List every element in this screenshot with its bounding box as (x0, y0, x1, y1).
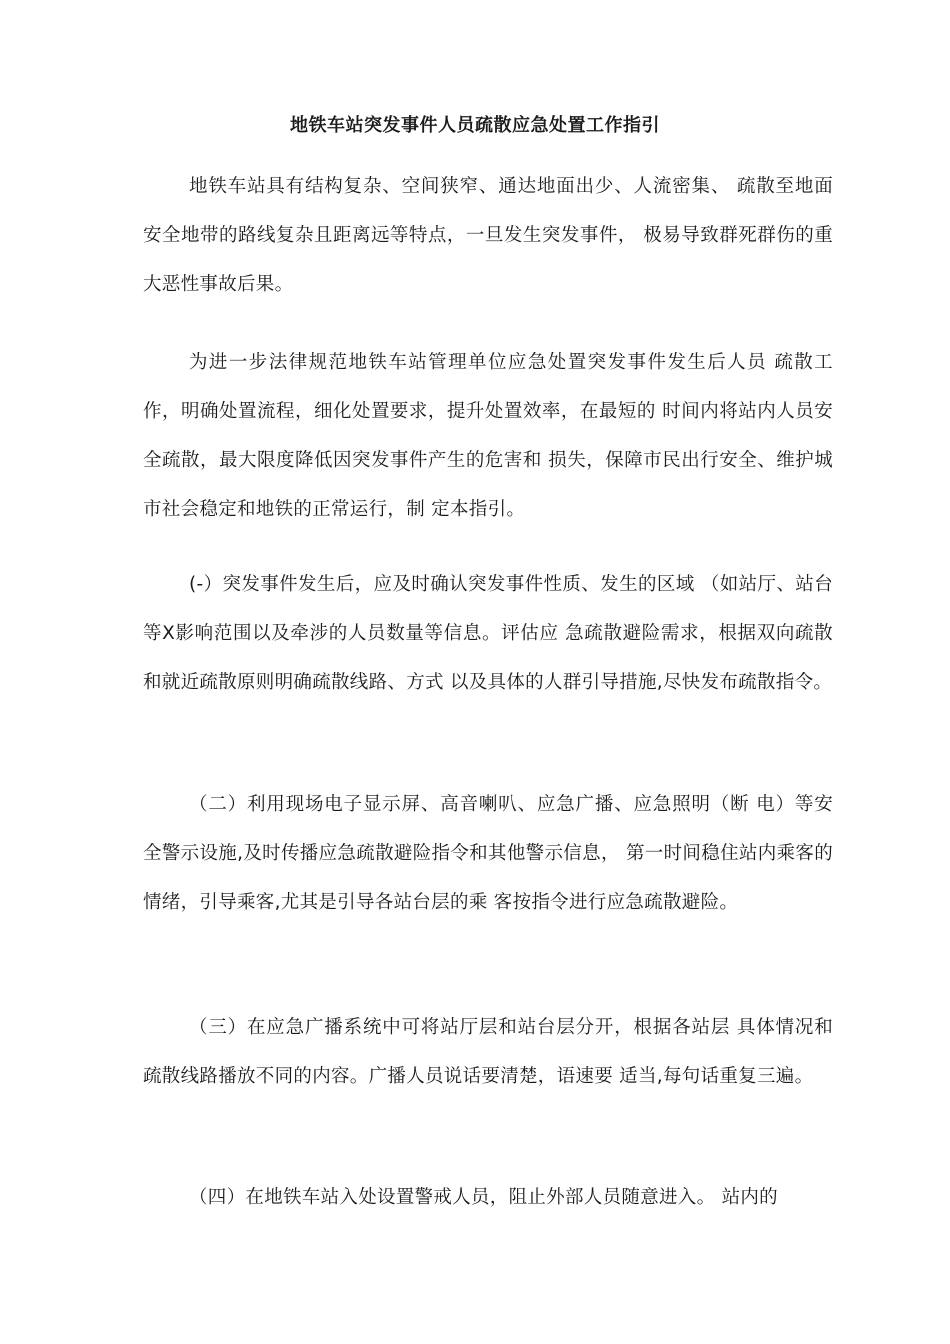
paragraph-item-1: (-）突发事件发生后，应及时确认突发事件性质、发生的区域 （如站厅、站台等X影响范围以及牵涉的人员数量等信息。评估应 急疏散避险需求，根据双向疏散和就近疏散原则明确疏散线路、方式 以及具体的人群引导措施,尽快发布疏散指令。 (143, 574, 833, 693)
paragraph-purpose: 为进一步法律规范地铁车站管理单位应急处置突发事件发生后人员 疏散工作，明确处置流程，细化处置要求，提升处置效率，在最短的 时间内将站内人员安全疏散，最大限度降低因突发事件产生的危害和 损失，保障市民出行安全、维护城市社会稳定和地铁的正常运行，制 定本指引。 (143, 352, 833, 520)
document-title: 地铁车站突发事件人员疏散应急处置工作指引 (290, 115, 660, 136)
paragraph-intro: 地铁车站具有结构复杂、空间狭窄、通达地面出少、人流密集、 疏散至地面安全地带的路线复杂且距离远等特点，一旦发生突发事件， 极易导致群死群伤的重大恶性事故后果。 (143, 176, 833, 295)
paragraph-item-4: （四）在地铁车站入处设置警戒人员，阻止外部人员随意进入。 站内的 (189, 1187, 778, 1208)
paragraph-item-3: （三）在应急广播系统中可将站厅层和站台层分开，根据各站层 具体情况和疏散线路播放不同的内容。广播人员说话要清楚，语速要 适当,每句话重复三遍。 (143, 1017, 833, 1087)
paragraph-item-2: （二）利用现场电子显示屏、高音喇叭、应急广播、应急照明（断 电）等安全警示设施,及时传播应急疏散避险指令和其他警示信息， 第一时间稳住站内乘客的情绪，引导乘客,尤其是引导各站台层的乘 客按指令进行应急疏散避险。 (143, 794, 833, 913)
